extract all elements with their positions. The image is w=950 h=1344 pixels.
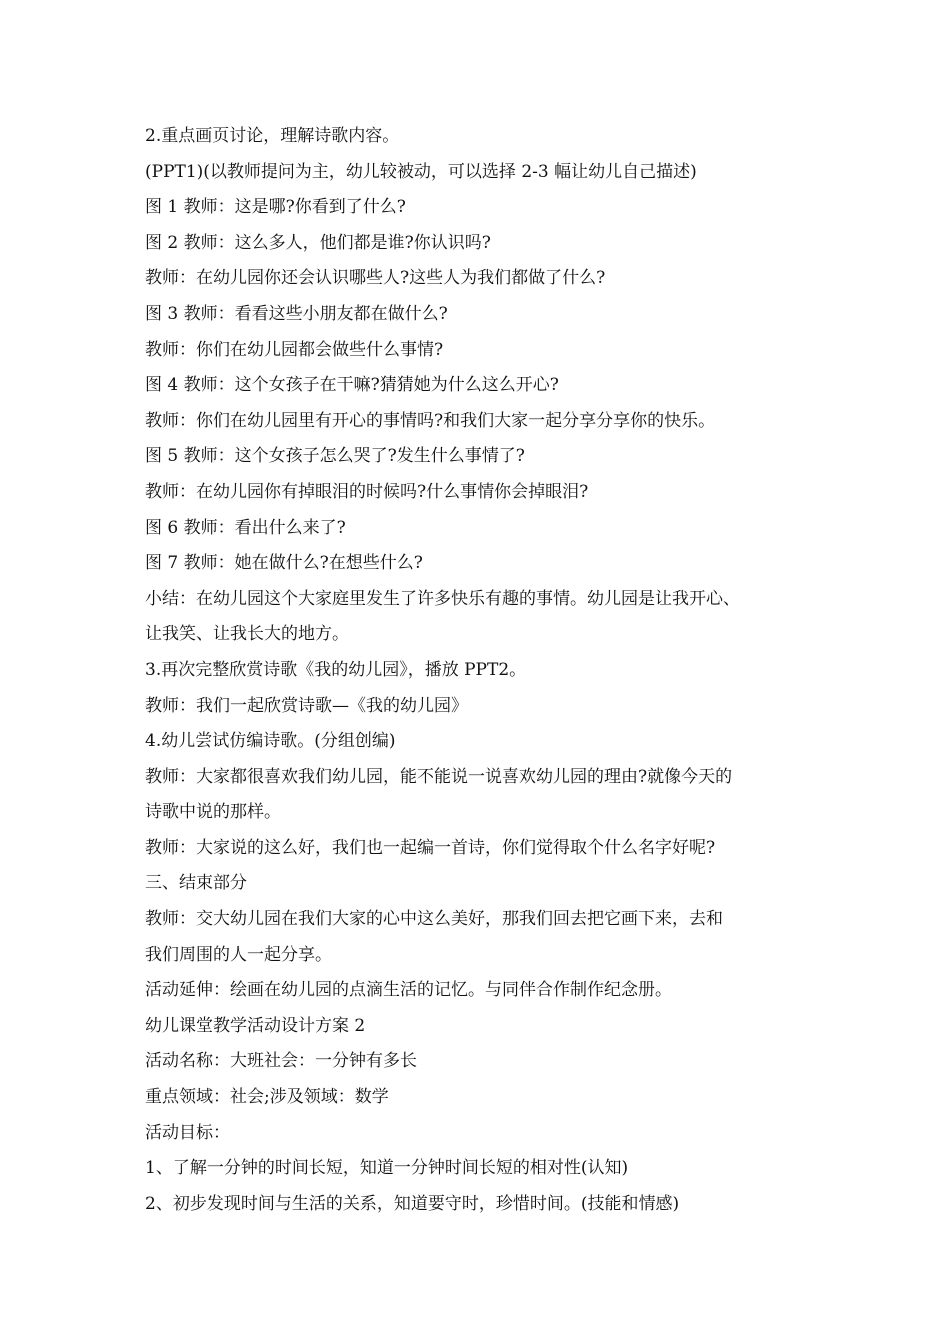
document-subtitle: 幼儿课堂教学活动设计方案 2 <box>145 1015 366 1036</box>
text-line: 4.幼儿尝试仿编诗歌。(分组创编) <box>145 731 396 752</box>
text-line: 教师：你们在幼儿园都会做些什么事情? <box>145 339 444 360</box>
text-line: 教师：我们一起欣赏诗歌—《我的幼儿园》 <box>145 695 468 716</box>
document-body <box>145 119 825 1222</box>
text-line: 图 4 教师：这个女孩子在干嘛?猜猜她为什么这么开心? <box>145 375 559 396</box>
text-line: 教师：交大幼儿园在我们大家的心中这么美好，那我们回去把它画下来，去和 <box>145 909 723 930</box>
text-line: 小结：在幼儿园这个大家庭里发生了许多快乐有趣的事情。幼儿园是让我开心、 <box>145 588 740 609</box>
text-line: 图 6 教师：看出什么来了? <box>145 517 346 538</box>
text-line: 我们周围的人一起分享。 <box>145 944 332 965</box>
text-line: 教师：你们在幼儿园里有开心的事情吗?和我们大家一起分享分享你的快乐。 <box>145 410 716 431</box>
text-line: 活动延伸：绘画在幼儿园的点滴生活的记忆。与同伴合作制作纪念册。 <box>145 980 672 1001</box>
text-line: 活动目标： <box>145 1122 230 1143</box>
text-line: 教师：大家都很喜欢我们幼儿园，能不能说一说喜欢幼儿园的理由?就像今天的 <box>145 766 733 787</box>
text-line: 重点领域：社会;涉及领域：数学 <box>145 1087 389 1108</box>
text-line: 图 2 教师：这么多人，他们都是谁?你认识吗? <box>145 232 491 253</box>
text-line: 图 5 教师：这个女孩子怎么哭了?发生什么事情了? <box>145 446 525 467</box>
text-line: 3.再次完整欣赏诗歌《我的幼儿园》，播放 PPT2。 <box>145 659 527 680</box>
text-line: 2.重点画页讨论，理解诗歌内容。 <box>145 126 400 146</box>
text-line: 1、了解一分钟的时间长短，知道一分钟时间长短的相对性(认知) <box>145 1158 629 1179</box>
text-line: 图 1 教师：这是哪?你看到了什么? <box>145 197 406 218</box>
text-line: (PPT1)(以教师提问为主，幼儿较被动，可以选择 2-3 幅让幼儿自己描述) <box>145 161 697 182</box>
text-line: 让我笑、让我长大的地方。 <box>145 624 349 645</box>
text-line: 教师：在幼儿园你还会认识哪些人?这些人为我们都做了什么? <box>145 268 606 289</box>
text-line: 诗歌中说的那样。 <box>145 802 281 823</box>
text-line: 图 7 教师：她在做什么?在想些什么? <box>145 553 423 574</box>
text-line: 教师：在幼儿园你有掉眼泪的时候吗?什么事情你会掉眼泪? <box>145 481 589 502</box>
text-line: 活动名称：大班社会：一分钟有多长 <box>145 1051 417 1072</box>
text-line: 2、初步发现时间与生活的关系，知道要守时，珍惜时间。(技能和情感) <box>145 1193 680 1214</box>
section-heading: 三、结束部分 <box>145 873 247 894</box>
text-line: 图 3 教师：看看这些小朋友都在做什么? <box>145 303 448 324</box>
text-line: 教师：大家说的这么好，我们也一起编一首诗，你们觉得取个什么名字好呢? <box>145 837 716 858</box>
